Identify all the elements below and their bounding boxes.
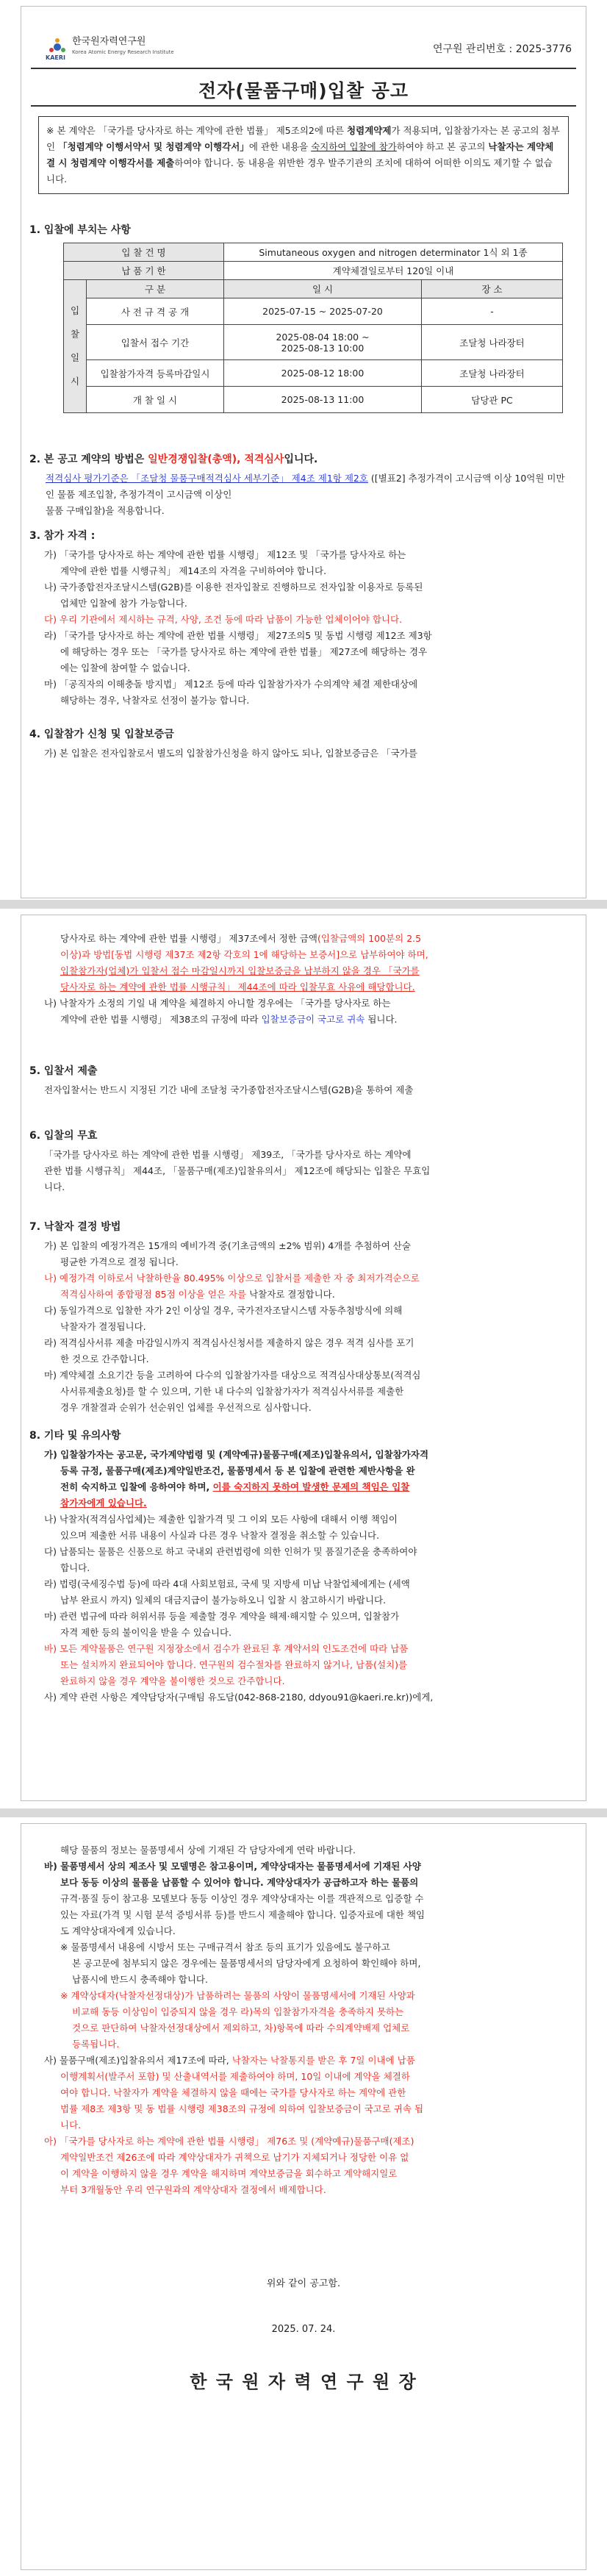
section-6-line: 「국가를 당사자로 하는 계약에 관한 법률 시행령」 제39조, 「국가를 당사자로 하는 계약에 — [44, 1149, 412, 1160]
notice-text-1: ※ 본 계약은 「국가를 당사자로 하는 계약에 관한 법률」 제5조의2에 따른 — [46, 125, 348, 136]
notice-date: 2025. 07. 24. — [271, 2324, 336, 2335]
award-line: 니다. — [60, 2119, 82, 2130]
spec-line: 바) 물품명세서 상의 제조사 및 모델명은 참고용이며, 계약상대자는 물품명세서에 기재된 사양 — [44, 1861, 421, 1872]
notice-text-9: 하여야 합니다. 동 내용을 위반한 경우 발주기관의 조치에 대하여 어떠한 이의도 제기할 수 없습니다. — [46, 157, 553, 185]
org-name: 한국원자력연구원 — [72, 36, 146, 47]
note-line: 등록됩니다. — [72, 2039, 120, 2050]
integrity-notice — [38, 116, 569, 194]
section-8-text: 이를 숙지하지 못하여 발생한 문제의 책임은 입찰 — [212, 1481, 410, 1492]
section-3-line: 에는 입찰에 참여할 수 없습니다. — [60, 662, 190, 673]
section-7-line: 한 것으로 간주합니다. — [60, 1353, 149, 1364]
table-row — [64, 325, 563, 360]
termination-line: 아) 「국가를 당사자로 하는 계약에 관한 법률 시행령」 제76조 및 (계약예규)물품구매(제조) — [44, 2136, 414, 2147]
spec-line: 보다 동등 이상의 물품을 납품할 수 있어야 합니다. 계약상대자가 공급하고자 하는 물품의 — [60, 1877, 419, 1888]
award-line: 여야 합니다. 낙찰자가 계약을 체결하지 않을 때에는 국가를 당사자로 하는 계약에 관한 — [60, 2087, 406, 2098]
section-8-heading: 8. 기타 및 유의사항 — [29, 1430, 121, 1442]
section-2-text: ([별표2] 추정가격이 고시금액 이상 10억원 미만인 물품 제조입찰, 추정가격이 고시금액 이상인 — [46, 473, 565, 500]
section-3-line: 에 해당하는 경우 또는 「국가를 당사자로 하는 계약에 관한 법률」 제27조에 해당하는 경우 — [60, 646, 428, 657]
section-4-line: 이상)과 방법[동법 시행령 제37조 제2항 각호의 1에 해당하는 보증서]으로 납부하여야 하며, — [60, 949, 428, 960]
table-row — [64, 280, 563, 298]
section-6-line: 관한 법률 시행규칙」 제44조, 「물품구매(제조)입찰유의서」 제12조에 해당되는 입찰은 무효입 — [44, 1165, 431, 1176]
section-5-body: 전자입찰서는 반드시 지정된 기간 내에 조달청 국가종합전자조달시스템(G2B)을 통하여 제출 — [44, 1084, 414, 1095]
section-8-line: 나) 낙찰자(적격심사업체)는 제출한 입찰가격 및 그 이외 모든 사항에 대해서 이행 책임이 — [44, 1514, 398, 1525]
section-4-text: 계약에 관한 법률 시행령」 제38조의 규정에 따라 — [60, 1014, 262, 1025]
bid-schedule-table — [63, 243, 563, 413]
closing-text: 위와 같이 공고함. — [266, 2278, 341, 2289]
page-3-body — [44, 1842, 569, 2198]
section-4-continued — [44, 931, 569, 1028]
note-line: ※ 계약상대자(낙찰자선정대상)가 납품하려는 물품의 사양이 물품명세서에 기재된 사양과 — [60, 1990, 415, 2001]
note-line: 본 공고문에 첨부되지 않은 경우에는 물품명세서의 담당자에게 요청하여 확인해야 하며, — [72, 1958, 421, 1969]
page-2 — [0, 909, 607, 1808]
section-3-line: 다) 우리 기관에서 제시하는 규격, 사양, 조건 등에 따라 납품이 가능한 업체이어야 합니다. — [44, 614, 403, 625]
note-line: 납품시에 반드시 충족해야 합니다. — [72, 1974, 208, 1985]
section-2-text: 물품 구매입찰)을 적용합니다. — [46, 505, 165, 516]
section-6-body — [44, 1147, 569, 1195]
section-7-text: 낙찰자로 결정합니다. — [246, 1289, 335, 1300]
schedule-side-label: 입 찰 일 시 — [64, 280, 87, 413]
page-separator — [0, 900, 607, 909]
table-row — [64, 360, 563, 387]
page-1 — [0, 0, 607, 900]
section-8-line: 납부 완료시 까지) 일체의 대금지급이 불가능하오니 입찰 시 참고하시기 바랍니다. — [60, 1595, 387, 1606]
col-header-place: 장 소 — [422, 280, 563, 298]
termination-line: 계약일반조건 제26조에 따라 계약상대자가 귀책으로 납기가 지체되거나 정당한 이유 없 — [60, 2152, 409, 2163]
section-4-line-1: 가) 본 입찰은 전자입찰로서 별도의 입찰참가신청을 하지 않아도 되나, 입찰보증금은 「국가를 — [44, 748, 417, 759]
termination-line: 부터 3개월동안 우리 연구원과의 계약상대자 결정에서 배제합니다. — [60, 2184, 326, 2195]
section-3-line: 계약에 관한 법률 시행규칙」 제14조의 자격을 구비하여야 합니다. — [60, 565, 327, 576]
section-2-heading-text: 2. 본 공고 계약의 방법은 — [29, 454, 148, 465]
section-7-heading: 7. 낙찰자 결정 방법 — [29, 1221, 121, 1233]
section-8-text: 전히 숙지하고 입찰에 응하여야 하며, — [60, 1481, 213, 1492]
section-3-line: 나) 국가종합전자조달시스템(G2B)를 이용한 전자입찰로 진행하므로 전자입찰 이용자로 등록된 — [44, 582, 423, 593]
section-7-line: 마) 계약체결 소요기간 등을 고려하여 다수의 입찰참가자를 대상으로 적격심사대상통보(적격심 — [44, 1370, 421, 1381]
section-4-line: 입찰참가자(업체)가 입찰서 접수 마감일시까지 입찰보증금을 납부하지 않을 경우 「국가를 — [60, 965, 420, 976]
section-2-line — [46, 471, 567, 503]
section-4-heading: 4. 입찰참가 신청 및 입찰보증금 — [29, 729, 174, 740]
schedule-cell: 조달청 나라장터 — [422, 360, 563, 387]
section-8-line — [44, 1479, 569, 1495]
bid-bond-forfeit: 입찰보증금이 국고로 귀속 — [261, 1014, 365, 1025]
schedule-cell: 개 찰 일 시 — [87, 387, 224, 413]
section-2-heading — [29, 451, 317, 466]
section-2-body — [46, 471, 567, 519]
notice-text-2: 청렴계약제 — [347, 125, 392, 136]
schedule-cell: 입찰참가자격 등록마감일시 — [87, 360, 224, 387]
signature: 한 국 원 자 력 연 구 원 장 — [190, 2372, 417, 2392]
contract-method: 일반경쟁입찰(총액), 적격심사 — [148, 454, 284, 465]
schedule-cell: 2025-08-13 11:00 — [224, 387, 422, 413]
section-8-line: 합니다. — [60, 1562, 90, 1573]
section-7-body — [44, 1238, 569, 1416]
table-row — [64, 298, 563, 325]
notice-text-5: 에 관한 내용을 — [248, 141, 312, 152]
section-3-line: 업체만 입찰에 참가 가능합니다. — [60, 598, 187, 609]
section-8-line: 바) 모든 계약물품은 연구원 지정장소에서 검수가 완료된 후 계약서의 인도조건에 따라 납품 — [44, 1643, 409, 1654]
note-line: 비교해 동등 이상임이 입증되지 않을 경우 라)목의 입찰참가자격을 충족하지 못하는 — [72, 2006, 404, 2017]
schedule-cell: 2025-08-12 18:00 — [224, 360, 422, 387]
section-7-line: 평균한 가격으로 결정 됩니다. — [60, 1256, 179, 1267]
section-8-line: 라) 법령(국세징수법 등)에 따라 4대 사회보험료, 국세 및 지방세 미납 낙찰업체에게는 (세액 — [44, 1578, 410, 1589]
note-line: ※ 물품명세서 내용에 시방서 또는 구매규격서 참조 등의 표기가 있음에도 불구하고 — [60, 1942, 390, 1953]
notice-text-6: 숙지하여 입찰에 참가 — [311, 141, 397, 152]
notice-text-3: 가 적용되며, 입찰참가자는 본 공고의 첨부인 — [46, 125, 560, 152]
logo-abbr: KAERI — [46, 54, 65, 61]
bid-name-value: Simutaneous oxygen and nitrogen determinator 1식 외 1종 — [224, 243, 563, 262]
notice-number: 연구원 관리번호 : 2025-3776 — [432, 43, 572, 55]
section-8-line: 가) 입찰참가자는 공고문, 국가계약법령 및 (계약예규)물품구매(제조)입찰유의서, 입찰참가자격 — [44, 1449, 429, 1460]
schedule-cell: 담당관 PC — [422, 387, 563, 413]
section-8-line: 완료하지 않을 경우 계약을 불이행한 것으로 간주합니다. — [60, 1675, 285, 1686]
award-line — [44, 2053, 569, 2069]
col-header-datetime: 일 시 — [224, 280, 422, 298]
schedule-cell: 사 전 규 격 공 개 — [87, 298, 224, 325]
section-4-line — [44, 931, 569, 947]
schedule-cell: 조달청 나라장터 — [422, 325, 563, 360]
section-4-line: 당사자로 하는 계약에 관한 법률 시행규칙」 제44조에 따라 입찰무효 사유에 해당합니다. — [60, 981, 415, 992]
section-3-line: 가) 「국가를 당사자로 하는 계약에 관한 법률 시행령」 제12조 및 「국가를 당사자로 하는 — [44, 549, 406, 560]
section-7-line: 라) 적격심사서류 제출 마감일시까지 적격심사신청서를 제출하지 않은 경우 적격 심사를 포기 — [44, 1337, 414, 1348]
section-4-text: 됩니다. — [364, 1014, 398, 1025]
section-8-line: 다) 납품되는 물품은 신품으로 하고 국내외 관련법령에 의한 인허가 및 품질기준을 충족하여야 — [44, 1546, 417, 1557]
delivery-period-value: 계약체결일로부터 120일 이내 — [224, 262, 563, 280]
section-7-line: 사서류제출요청)를 할 수 있으며, 기한 내 다수의 입찰참가자가 적격심사서류를 제출한 — [60, 1386, 404, 1397]
section-6-line: 니다. — [44, 1181, 65, 1192]
bid-name-label: 입 찰 건 명 — [64, 243, 224, 262]
table-row — [64, 262, 563, 280]
section-3-heading: 3. 참가 자격 : — [29, 530, 96, 542]
section-8-line: 자격 제한 등의 불이익을 받을 수 있습니다. — [60, 1627, 232, 1638]
schedule-cell: - — [422, 298, 563, 325]
section-7-line: 가) 본 입찰의 예정가격은 15개의 예비가격 중(기초금액의 ±2% 범위) 4개를 추첨하여 산술 — [44, 1240, 411, 1251]
section-7-line: 경우 개찰결과 순위가 선순위인 업체를 우선적으로 심사합니다. — [60, 1402, 312, 1413]
section-7-text: 적격심사하여 종합평점 85점 이상을 얻은 자를 — [60, 1289, 247, 1300]
delivery-period-label: 납 품 기 한 — [64, 262, 224, 280]
section-7-line: 낙찰자가 결정됩니다. — [60, 1321, 146, 1332]
section-8-line: 있으며 제출한 서류 내용이 사실과 다른 경우 낙찰자 결정을 취소할 수 있습니다. — [60, 1530, 380, 1541]
bid-bond-rate: (입찰금액의 100분의 2.5 — [317, 933, 422, 944]
section-3-line: 해당하는 경우, 낙찰자로 선정이 불가능 합니다. — [60, 695, 250, 706]
notice-text-4: 「청렴계약 이행서약서 및 청렴계약 이행각서」 — [58, 141, 249, 152]
section-5-heading: 5. 입찰서 제출 — [29, 1065, 98, 1077]
section-8-line: 참가자에게 있습니다. — [60, 1498, 147, 1509]
section-6-heading: 6. 입찰의 무효 — [29, 1130, 98, 1142]
section-4-text: 당사자로 하는 계약에 관한 법률 시행령」 제37조에서 정한 금액 — [60, 933, 317, 944]
section-3-body — [44, 547, 567, 709]
termination-line: 이 계약을 이행하지 않을 경우 계약을 해지하며 계약보증금을 회수하고 계약해지일로 — [60, 2168, 398, 2179]
section-3-line: 라) 「국가를 당사자로 하는 계약에 관한 법률 시행령」 제27조의5 및 동법 시행령 제12조 제3항 — [44, 630, 432, 641]
spec-line: 있는 자료(가격 및 시험 분석 증빙서류 등)를 반드시 제출해야 합니다. 입증자료에 대한 책임 — [60, 1909, 425, 1920]
section-7-line: 다) 동일가격으로 입찰한 자가 2인 이상일 경우, 국가전자조달시스템 자동추첨방식에 의해 — [44, 1305, 403, 1316]
section-8-body — [44, 1447, 569, 1706]
section-3-line: 마) 「공직자의 이해충돌 방지법」 제12조 등에 따라 입찰참가자가 수의계약 체결 제한대상에 — [44, 679, 418, 690]
contact-line: 해당 물품의 정보는 물품명세서 상에 기재된 각 담당자에게 연락 바랍니다. — [60, 1845, 356, 1856]
schedule-cell — [224, 325, 422, 360]
section-2-heading-end: 입니다. — [284, 454, 318, 465]
section-4-line: 나) 낙찰자가 소정의 기일 내 계약을 체결하지 아니할 경우에는 「국가를 당사자로 하는 — [44, 998, 391, 1009]
award-text: 사) 물품구매(제조)입찰유의서 제17조에 따라, — [44, 2055, 232, 2066]
col-header-type: 구 분 — [87, 280, 224, 298]
section-8-line: 마) 관련 법규에 따라 허위서류 등을 제출할 경우 계약을 해제·해지할 수 있으며, 입찰참가 — [44, 1611, 400, 1622]
award-line: 이행계획서(발주서 포함) 및 산출내역서를 제출하여야 하며, 10일 이내에 계약을 체결하 — [60, 2071, 410, 2082]
table-row — [64, 243, 563, 262]
org-name-en: Korea Atomic Energy Research Institute — [72, 49, 174, 55]
section-8-line: 또는 설치까지 완료되어야 합니다. 연구원의 검수절차를 완료하지 않거나, 납품(설치)를 — [60, 1659, 408, 1670]
section-4-line — [44, 1012, 569, 1028]
section-7-line: 나) 예정가격 이하로서 낙찰하한율 80.495% 이상으로 입찰서를 제출한 자 중 최저가격순으로 — [44, 1273, 420, 1284]
page-separator — [0, 1808, 607, 1817]
table-row — [64, 387, 563, 413]
page-title: 전자(물품구매)입찰 공고 — [198, 80, 409, 101]
header-rule — [31, 68, 576, 69]
evaluation-criteria: 적격심사 평가기준은 「조달청 물품구매적격심사 세부기준」 제4조 제1항 제2호 — [46, 473, 368, 484]
section-8-line: 등록 규정, 물품구매(제조)계약일반조건, 물품명세서 등 본 입찰에 관련한 제반사항을 완 — [60, 1465, 415, 1476]
section-7-line — [44, 1287, 569, 1303]
section-8-line: 사) 계약 관련 사항은 계약담당자(구매팀 유도담(042-868-2180, ddyou91@kaeri.re.kr))에게, — [44, 1692, 434, 1703]
spec-line: 규격·품질 등이 참고용 모델보다 동등 이상인 경우 계약상대자는 이를 객관적으로 입증할 수 — [60, 1893, 424, 1904]
schedule-cell: 2025-07-15 ~ 2025-07-20 — [224, 298, 422, 325]
schedule-cell-line: 2025-08-04 18:00 ~ — [276, 331, 370, 343]
award-line: 법률 제8조 제3항 및 동 법률 시행령 제38조의 규정에 의하여 입찰보증금이 국고로 귀속 됩 — [60, 2103, 424, 2114]
section-1-heading: 1. 입찰에 부치는 사항 — [29, 224, 131, 236]
notice-text-7: 하여야 하고 본 공고의 — [396, 141, 489, 152]
title-rule — [31, 105, 576, 107]
schedule-cell-line: 2025-08-13 10:00 — [281, 342, 364, 354]
award-text: 낙찰자는 낙찰통지를 받은 후 7일 이내에 납품 — [231, 2055, 415, 2066]
page-3 — [0, 1817, 607, 2576]
note-line: 것으로 판단하여 낙찰자선정대상에서 제외하고, 차)항목에 따라 수의계약배제 업체로 — [72, 2022, 410, 2033]
schedule-cell: 입찰서 접수 기간 — [87, 325, 224, 360]
spec-line: 도 계약상대자에게 있습니다. — [60, 1925, 176, 1936]
notice-text-8: 낙찰자는 계약체결 시 청렴계약 이행각서를 제출 — [46, 141, 554, 168]
